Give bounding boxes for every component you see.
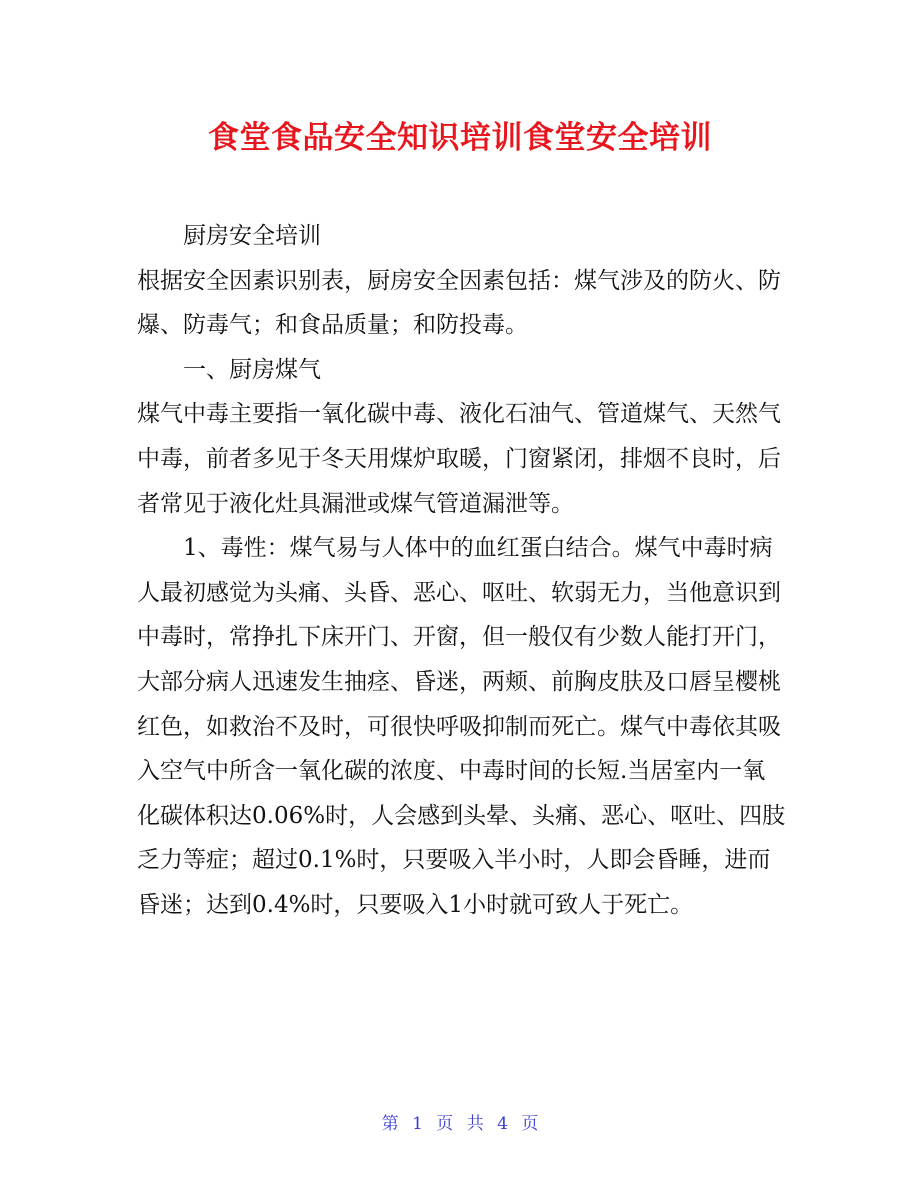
paragraph-gas-poisoning: 煤气中毒主要指一氧化碳中毒、液化石油气、管道煤气、天然气中毒，前者多见于冬天用煤炉取暖，门窗紧闭，排烟不良时，后者常见于液化灶具漏泄或煤气管道漏泄等。 — [137, 401, 781, 517]
document-title: 食堂食品安全知识培训食堂安全培训 — [208, 120, 712, 156]
paragraph-heading-kitchen-safety: 厨房安全培训 — [183, 223, 321, 249]
document-body — [137, 214, 787, 928]
paragraph-safety-factors: 根据安全因素识别表，厨房安全因素包括：煤气涉及的防火、防爆、防毒气；和食品质量；和防投毒。 — [137, 267, 781, 339]
paragraph-heading-kitchen-gas: 一、厨房煤气 — [183, 356, 321, 383]
page-number-footer: 第 1 页 共 4 页 — [381, 1114, 539, 1134]
paragraph-toxicity: 1、毒性：煤气易与人体中的血红蛋白结合。煤气中毒时病人最初感觉为头痛、头昏、恶心、呕吐、软弱无力，当他意识到中毒时，常挣扎下床开门、开窗，但一般仅有少数人能打开门，大部分病人迅速发生抽痉、昏迷，两颊、前胸皮肤及口唇呈樱桃红色，如救治不及时，可很快呼吸抑制而死亡。煤气中毒依其吸入空气中所含一氧化碳的浓度、中毒时间的长短.当居室内一氧化碳体积达0.06%时，人会感到头晕、头痛、恶心、呕吐、四肢乏力等症；超过0.1%时，只要吸入半小时，人即会昏睡，进而昏迷；达到0.4%时，只要吸入1小时就可致人于死亡。 — [137, 535, 786, 918]
